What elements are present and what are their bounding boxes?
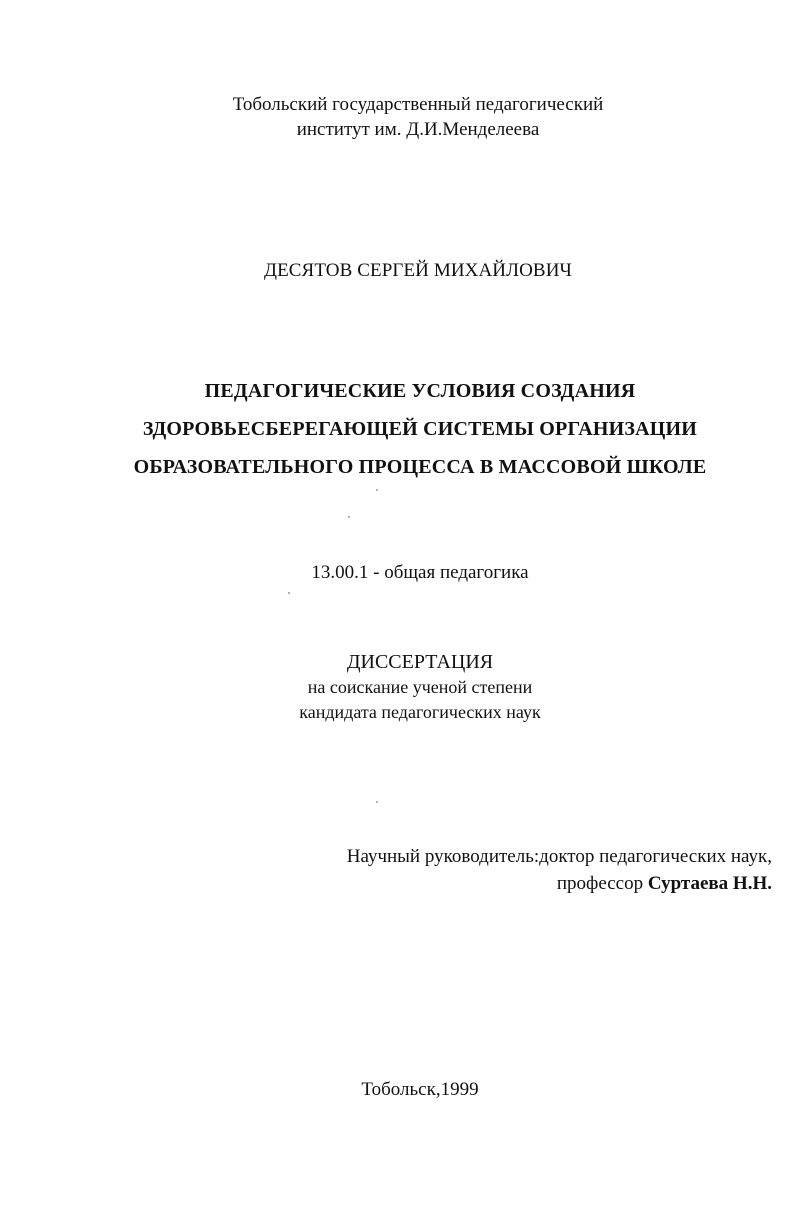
advisor-title: профессор xyxy=(556,873,648,894)
city-year: Тобольск,1999 xyxy=(361,1079,479,1100)
advisor-line-2 xyxy=(347,870,772,897)
institute-header xyxy=(20,92,796,142)
institute-line-1: Тобольский государственный педагогический xyxy=(232,94,604,115)
title-line-1: ПЕДАГОГИЧЕСКИЕ УСЛОВИЯ СОЗДАНИЯ xyxy=(204,380,636,402)
scan-speck xyxy=(348,516,350,518)
dissertation-heading: ДИССЕРТАЦИЯ xyxy=(346,651,494,673)
dissertation-title xyxy=(22,372,796,486)
dissertation-info xyxy=(22,650,796,725)
scientific-advisor xyxy=(347,843,772,897)
specialty-code: 13.00.1 - общая педагогика xyxy=(311,562,529,583)
scan-speck xyxy=(288,592,290,594)
scan-speck xyxy=(376,489,378,491)
dissertation-line-2: кандидата педагогических наук xyxy=(299,702,541,722)
dissertation-line-1: на соискание ученой степени xyxy=(307,677,533,697)
title-line-2: ЗДОРОВЬЕСБЕРЕГАЮЩЕЙ СИСТЕМЫ ОРГАНИЗАЦИИ xyxy=(142,418,698,440)
author-name: ДЕСЯТОВ СЕРГЕЙ МИХАЙЛОВИЧ xyxy=(264,260,572,281)
title-line-3: ОБРАЗОВАТЕЛЬНОГО ПРОЦЕССА В МАССОВОЙ ШКОЛЕ xyxy=(133,456,707,478)
institute-line-2: институт им. Д.И.Менделеева xyxy=(296,119,540,140)
advisor-name: Суртаева Н.Н. xyxy=(647,873,772,894)
scan-speck xyxy=(376,801,378,803)
advisor-line-1: Научный руководитель:доктор педагогических наук, xyxy=(346,846,772,867)
